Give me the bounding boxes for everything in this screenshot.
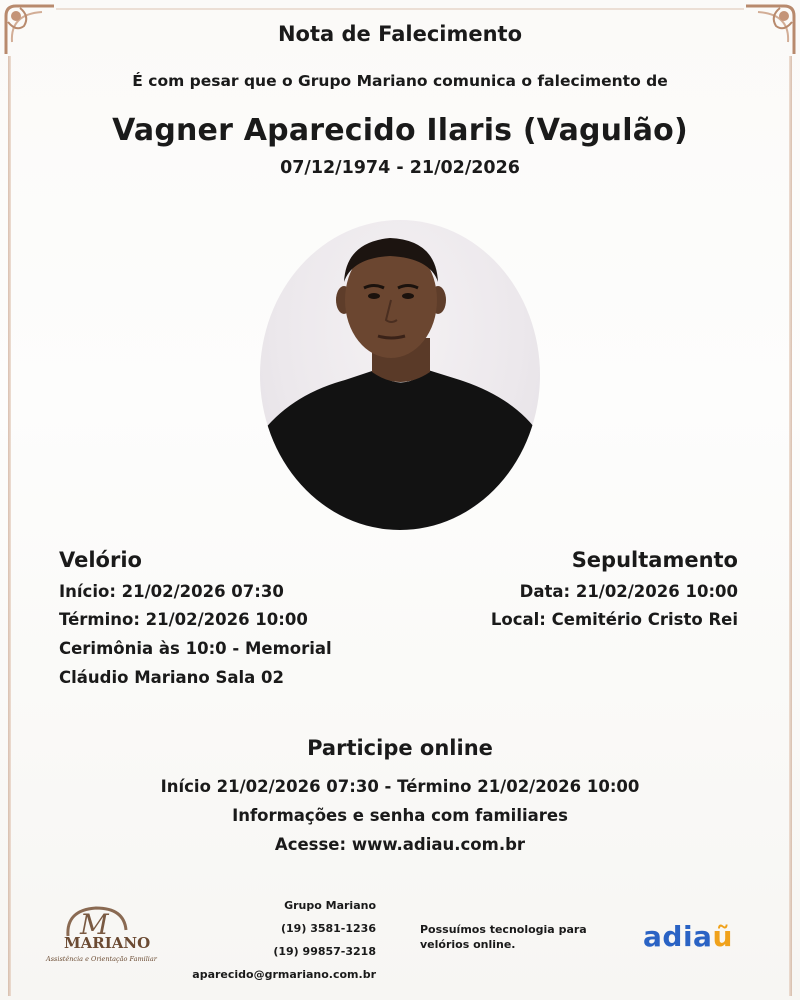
company-name: Grupo Mariano [284,899,376,912]
sepultamento-local: Local: Cemitério Cristo Rei [490,610,738,629]
portrait-illustration [260,220,540,530]
page-title: Nota de Falecimento [277,22,523,46]
tech-note-line2: velórios online. [420,938,516,951]
velorio-heading: Velório [59,548,142,572]
velorio-cerimonia: Cerimônia às 10:0 - Memorial [59,639,332,658]
mariano-logo-text: MARIANO [64,934,151,952]
online-url-link[interactable]: Acesse: www.adiau.com.br [274,835,526,854]
mariano-logo [46,900,156,970]
sepultamento-data: Data: 21/02/2026 10:00 [519,582,738,601]
online-period: Início 21/02/2026 07:30 - Término 21/02/2026 10:00 [160,777,640,796]
velorio-inicio: Início: 21/02/2026 07:30 [59,582,284,601]
phone-2: (19) 99857-3218 [273,945,376,958]
tech-note [420,922,620,952]
intro-text: É com pesar que o Grupo Mariano comunica o falecimento de [132,72,668,90]
svg-text:M: M [80,908,109,941]
deceased-photo [260,220,540,530]
online-info: Informações e senha com familiares [232,806,568,825]
life-dates: 07/12/1974 - 21/02/2026 [280,158,520,178]
tech-note-line1: Possuímos tecnologia para [420,923,587,936]
sepultamento-heading: Sepultamento [571,548,738,572]
online-heading: Participe online [307,736,493,760]
frame-border-top [56,8,744,10]
frame-border-left [8,56,11,996]
velorio-termino: Término: 21/02/2026 10:00 [59,610,308,629]
email-link[interactable]: aparecido@grmariano.com.br [192,968,376,981]
velorio-local: Cláudio Mariano Sala 02 [59,668,285,687]
deceased-name: Vagner Aparecido Ilaris (Vagulão) [112,113,688,148]
phone-1: (19) 3581-1236 [281,922,376,935]
mariano-logo-tagline: Assistência e Orientação Familiar [46,955,157,963]
adiau-logo-main: adia [643,920,713,953]
adiau-logo-u: ũ [712,920,733,953]
frame-border-right [789,56,792,996]
adiau-logo [643,920,733,953]
